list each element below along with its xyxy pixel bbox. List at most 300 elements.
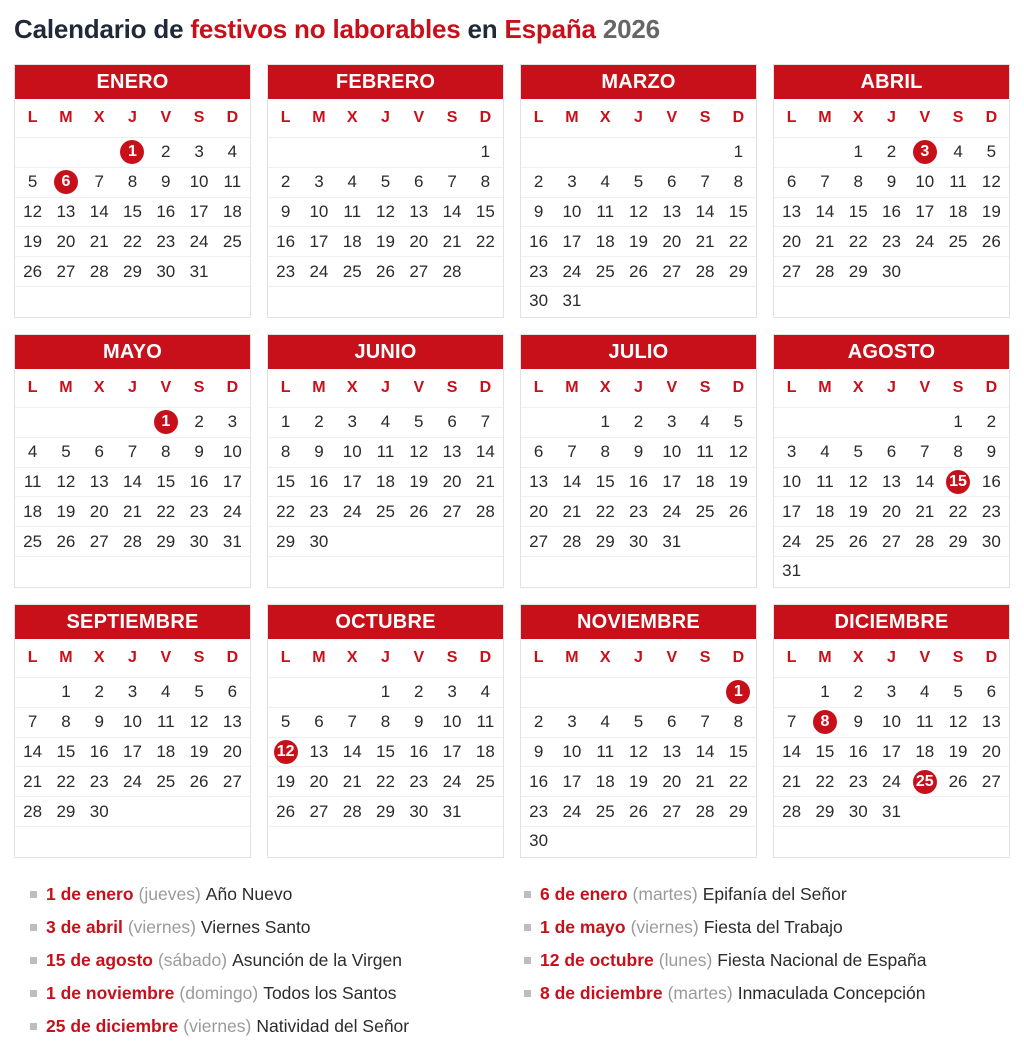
empty-day-cell bbox=[469, 287, 502, 316]
day-cell bbox=[269, 198, 302, 227]
day-number: 26 bbox=[629, 801, 648, 821]
day-number: 21 bbox=[342, 771, 362, 791]
day-number: 13 bbox=[662, 741, 682, 761]
empty-day-cell bbox=[908, 287, 941, 316]
day-cell bbox=[435, 227, 468, 256]
empty-day-cell bbox=[402, 557, 435, 586]
day-number: 25 bbox=[913, 770, 937, 794]
day-cell bbox=[16, 257, 49, 286]
week-row bbox=[521, 526, 756, 556]
legend-date: 15 de agosto bbox=[46, 950, 153, 970]
weekday-label: M bbox=[565, 649, 579, 666]
week-row bbox=[15, 437, 250, 467]
day-cell bbox=[622, 527, 655, 556]
day-cell bbox=[975, 708, 1008, 737]
day-number: 31 bbox=[782, 561, 802, 581]
day-number: 29 bbox=[948, 531, 968, 551]
weekday-label: V bbox=[666, 649, 678, 666]
day-number: 3 bbox=[227, 412, 238, 432]
day-cell bbox=[269, 468, 302, 497]
day-cell bbox=[908, 738, 941, 767]
legend-holiday-name: Fiesta del Trabajo bbox=[703, 917, 843, 937]
day-number: 12 bbox=[56, 471, 76, 491]
legend-weekday: (martes) bbox=[667, 983, 733, 1003]
weekday-label: X bbox=[852, 649, 864, 666]
day-cell bbox=[555, 708, 588, 737]
empty-day-cell bbox=[182, 827, 215, 856]
day-cell bbox=[302, 708, 335, 737]
empty-day-cell bbox=[16, 138, 49, 167]
day-cell bbox=[83, 527, 116, 556]
day-number: 6 bbox=[314, 712, 324, 732]
day-number: 12 bbox=[23, 201, 43, 221]
day-number: 1 bbox=[726, 680, 750, 704]
day-number: 23 bbox=[529, 261, 549, 281]
day-cell bbox=[49, 497, 82, 526]
weekday-label: D bbox=[985, 109, 998, 126]
empty-day-cell bbox=[49, 557, 82, 586]
empty-day-cell bbox=[908, 827, 941, 856]
week-row bbox=[15, 826, 250, 856]
day-number: 14 bbox=[475, 442, 495, 462]
day-cell bbox=[555, 797, 588, 826]
weekday-label: X bbox=[346, 649, 358, 666]
day-number: 18 bbox=[376, 471, 395, 491]
day-cell bbox=[589, 708, 622, 737]
day-cell bbox=[842, 797, 875, 826]
day-number: 2 bbox=[280, 172, 291, 192]
day-cell bbox=[875, 527, 908, 556]
day-cell bbox=[149, 678, 182, 707]
week-row bbox=[15, 286, 250, 316]
day-number: 11 bbox=[156, 712, 175, 732]
weekday-label: L bbox=[280, 109, 291, 126]
empty-day-cell bbox=[842, 287, 875, 316]
week-row bbox=[521, 737, 756, 767]
empty-day-cell bbox=[269, 678, 302, 707]
empty-day-cell bbox=[336, 287, 369, 316]
day-cell bbox=[49, 527, 82, 556]
day-cell bbox=[469, 438, 502, 467]
day-cell bbox=[435, 708, 468, 737]
week-row bbox=[268, 467, 503, 497]
day-cell bbox=[369, 438, 402, 467]
day-cell bbox=[688, 767, 721, 796]
day-number: 24 bbox=[342, 501, 362, 521]
empty-day-cell bbox=[149, 797, 182, 826]
day-number: 29 bbox=[123, 261, 142, 281]
day-number: 23 bbox=[276, 261, 296, 281]
legend-holiday-name: Viernes Santo bbox=[200, 917, 311, 937]
day-cell bbox=[302, 227, 335, 256]
day-cell bbox=[722, 138, 755, 167]
day-cell bbox=[775, 497, 808, 526]
empty-day-cell bbox=[775, 678, 808, 707]
day-number: 1 bbox=[820, 682, 830, 702]
day-cell bbox=[522, 468, 555, 497]
day-cell bbox=[808, 257, 841, 286]
empty-day-cell bbox=[555, 678, 588, 707]
weekday-label: D bbox=[732, 109, 745, 126]
day-number: 2 bbox=[161, 142, 171, 162]
day-cell bbox=[775, 438, 808, 467]
day-number: 17 bbox=[562, 231, 582, 251]
legend-item bbox=[30, 878, 524, 911]
day-cell bbox=[842, 708, 875, 737]
day-cell bbox=[808, 168, 841, 197]
week-row bbox=[774, 437, 1009, 467]
day-number: 21 bbox=[442, 231, 462, 251]
legend-weekday: (lunes) bbox=[658, 950, 713, 970]
day-cell bbox=[83, 198, 116, 227]
week-row bbox=[774, 137, 1009, 167]
week-row bbox=[521, 496, 756, 526]
month-calendar bbox=[520, 334, 757, 588]
day-cell bbox=[402, 738, 435, 767]
empty-day-cell bbox=[622, 287, 655, 316]
day-cell bbox=[369, 257, 402, 286]
day-cell bbox=[269, 797, 302, 826]
day-cell bbox=[655, 738, 688, 767]
day-number: 14 bbox=[782, 741, 802, 761]
title-part-3: en bbox=[467, 14, 498, 44]
day-number: 19 bbox=[629, 771, 648, 791]
day-number: 22 bbox=[815, 771, 835, 791]
empty-day-cell bbox=[775, 138, 808, 167]
day-number: 20 bbox=[442, 471, 462, 491]
day-number: 13 bbox=[882, 471, 901, 491]
empty-day-cell bbox=[688, 557, 721, 586]
day-number: 14 bbox=[695, 741, 715, 761]
day-number: 20 bbox=[409, 231, 429, 251]
empty-day-cell bbox=[941, 257, 974, 286]
day-number: 14 bbox=[815, 201, 835, 221]
weekday-label: L bbox=[27, 649, 38, 666]
day-number: 11 bbox=[596, 201, 615, 221]
day-cell bbox=[941, 497, 974, 526]
empty-day-cell bbox=[216, 257, 249, 286]
day-number: 12 bbox=[409, 442, 429, 462]
day-cell bbox=[975, 198, 1008, 227]
weekday-label: M bbox=[565, 379, 579, 396]
week-row bbox=[15, 496, 250, 526]
week-row bbox=[774, 766, 1009, 796]
empty-day-cell bbox=[622, 678, 655, 707]
weekday-header-row bbox=[774, 99, 1009, 137]
day-number: 23 bbox=[981, 501, 1001, 521]
square-bullet-icon bbox=[524, 891, 531, 898]
day-cell bbox=[842, 257, 875, 286]
week-row bbox=[268, 407, 503, 437]
day-cell bbox=[808, 797, 841, 826]
weekday-label: S bbox=[193, 109, 205, 126]
week-row bbox=[268, 766, 503, 796]
day-number: 15 bbox=[815, 741, 835, 761]
day-number: 8 bbox=[161, 442, 171, 462]
day-cell bbox=[49, 257, 82, 286]
day-number: 13 bbox=[662, 201, 682, 221]
day-number: 10 bbox=[442, 712, 462, 732]
day-number: 15 bbox=[123, 201, 142, 221]
month-name: JUNIO bbox=[268, 335, 503, 369]
day-cell bbox=[116, 227, 149, 256]
day-cell bbox=[369, 198, 402, 227]
empty-day-cell bbox=[469, 797, 502, 826]
day-number: 21 bbox=[89, 231, 109, 251]
weekday-label: J bbox=[887, 379, 896, 396]
day-number: 16 bbox=[309, 471, 329, 491]
weekday-label: D bbox=[226, 379, 239, 396]
day-cell bbox=[808, 198, 841, 227]
holiday-legend bbox=[30, 878, 984, 1043]
day-cell bbox=[469, 138, 502, 167]
week-row bbox=[774, 197, 1009, 227]
day-number: 2 bbox=[194, 412, 204, 432]
day-cell bbox=[435, 497, 468, 526]
day-cell bbox=[555, 468, 588, 497]
day-cell bbox=[655, 168, 688, 197]
day-cell bbox=[182, 198, 215, 227]
day-number: 6 bbox=[667, 712, 677, 732]
day-cell bbox=[149, 527, 182, 556]
empty-day-cell bbox=[589, 287, 622, 316]
week-row bbox=[15, 526, 250, 556]
day-number: 27 bbox=[409, 261, 429, 281]
weekday-label: D bbox=[985, 649, 998, 666]
day-cell bbox=[941, 678, 974, 707]
day-number: 11 bbox=[696, 442, 714, 462]
title-part-1: Calendario de bbox=[14, 14, 184, 44]
day-number: 26 bbox=[409, 501, 429, 521]
day-number: 13 bbox=[529, 471, 549, 491]
weekday-label: S bbox=[699, 109, 711, 126]
day-cell bbox=[975, 527, 1008, 556]
day-cell bbox=[369, 168, 402, 197]
day-number: 23 bbox=[848, 771, 868, 791]
day-cell bbox=[402, 227, 435, 256]
day-cell bbox=[216, 767, 249, 796]
day-number: 19 bbox=[848, 501, 868, 521]
day-cell bbox=[875, 438, 908, 467]
day-number: 23 bbox=[409, 771, 429, 791]
day-cell bbox=[875, 678, 908, 707]
weekday-label: L bbox=[27, 379, 38, 396]
day-number: 18 bbox=[23, 501, 43, 521]
weekday-label: L bbox=[280, 649, 291, 666]
month-name: DICIEMBRE bbox=[774, 605, 1009, 639]
day-number: 17 bbox=[562, 771, 582, 791]
legend-date: 6 de enero bbox=[540, 884, 628, 904]
day-number: 1 bbox=[733, 142, 744, 162]
day-number: 2 bbox=[533, 712, 544, 732]
weekday-header-row bbox=[521, 369, 756, 407]
day-number: 6 bbox=[786, 172, 797, 192]
day-number: 28 bbox=[815, 261, 835, 281]
day-cell bbox=[469, 767, 502, 796]
day-cell bbox=[975, 767, 1008, 796]
weekday-label: L bbox=[280, 379, 291, 396]
day-number: 26 bbox=[728, 501, 748, 521]
day-number: 20 bbox=[782, 231, 802, 251]
day-cell bbox=[402, 468, 435, 497]
day-number: 29 bbox=[815, 801, 835, 821]
day-cell bbox=[622, 468, 655, 497]
day-number: 30 bbox=[189, 531, 209, 551]
day-number: 1 bbox=[853, 142, 863, 162]
day-cell bbox=[402, 257, 435, 286]
day-number: 1 bbox=[380, 682, 391, 702]
day-number: 24 bbox=[189, 231, 209, 251]
empty-day-cell bbox=[775, 408, 808, 437]
day-cell bbox=[216, 497, 249, 526]
day-cell bbox=[116, 708, 149, 737]
legend-weekday: (viernes) bbox=[183, 1016, 252, 1036]
weekday-header-row bbox=[521, 99, 756, 137]
holiday-day bbox=[149, 408, 182, 437]
day-number: 20 bbox=[981, 741, 1001, 761]
day-number: 9 bbox=[314, 442, 324, 462]
day-cell bbox=[435, 738, 468, 767]
month-calendar bbox=[773, 64, 1010, 318]
holiday-day bbox=[49, 168, 82, 197]
day-number: 11 bbox=[816, 471, 834, 491]
day-number: 5 bbox=[194, 682, 204, 702]
day-cell bbox=[336, 198, 369, 227]
day-number: 24 bbox=[882, 771, 901, 791]
day-number: 6 bbox=[54, 170, 78, 194]
day-number: 20 bbox=[89, 501, 109, 521]
empty-day-cell bbox=[116, 797, 149, 826]
day-cell bbox=[369, 767, 402, 796]
day-number: 27 bbox=[309, 801, 329, 821]
day-number: 7 bbox=[700, 712, 710, 732]
month-name: ENERO bbox=[15, 65, 250, 99]
day-number: 23 bbox=[156, 231, 176, 251]
weekday-label: D bbox=[226, 649, 239, 666]
day-cell bbox=[875, 708, 908, 737]
day-cell bbox=[908, 438, 941, 467]
day-cell bbox=[469, 708, 502, 737]
day-cell bbox=[49, 708, 82, 737]
day-number: 4 bbox=[700, 412, 710, 432]
day-number: 26 bbox=[56, 531, 76, 551]
day-cell bbox=[469, 408, 502, 437]
day-cell bbox=[522, 257, 555, 286]
day-number: 18 bbox=[595, 771, 615, 791]
week-row bbox=[15, 556, 250, 586]
week-row bbox=[268, 737, 503, 767]
day-cell bbox=[775, 738, 808, 767]
day-number: 15 bbox=[595, 471, 615, 491]
month-name: OCTUBRE bbox=[268, 605, 503, 639]
day-cell bbox=[435, 767, 468, 796]
week-row bbox=[15, 167, 250, 197]
day-cell bbox=[302, 168, 335, 197]
day-cell bbox=[83, 708, 116, 737]
day-number: 2 bbox=[886, 142, 897, 162]
day-cell bbox=[336, 738, 369, 767]
day-number: 5 bbox=[633, 712, 644, 732]
empty-day-cell bbox=[49, 408, 82, 437]
empty-day-cell bbox=[722, 557, 755, 586]
day-number: 5 bbox=[853, 442, 863, 462]
day-number: 26 bbox=[189, 771, 209, 791]
day-number: 27 bbox=[981, 771, 1001, 791]
day-cell bbox=[216, 468, 249, 497]
day-number: 31 bbox=[562, 291, 582, 311]
empty-day-cell bbox=[116, 557, 149, 586]
day-number: 16 bbox=[189, 471, 209, 491]
day-cell bbox=[116, 168, 149, 197]
day-cell bbox=[589, 767, 622, 796]
day-number: 24 bbox=[662, 501, 682, 521]
square-bullet-icon bbox=[524, 924, 531, 931]
empty-day-cell bbox=[83, 287, 116, 316]
day-number: 16 bbox=[276, 231, 296, 251]
day-number: 2 bbox=[414, 682, 424, 702]
day-number: 12 bbox=[728, 442, 748, 462]
day-cell bbox=[302, 527, 335, 556]
day-number: 5 bbox=[953, 682, 963, 702]
empty-day-cell bbox=[49, 827, 82, 856]
day-number: 7 bbox=[480, 412, 491, 432]
day-number: 9 bbox=[280, 201, 291, 221]
weekday-label: M bbox=[59, 109, 73, 126]
day-number: 10 bbox=[123, 712, 142, 732]
day-number: 19 bbox=[981, 201, 1001, 221]
day-cell bbox=[941, 527, 974, 556]
day-number: 16 bbox=[981, 471, 1001, 491]
holiday-day bbox=[908, 767, 941, 796]
weekday-label: S bbox=[446, 379, 458, 396]
day-number: 10 bbox=[342, 442, 362, 462]
empty-day-cell bbox=[842, 408, 875, 437]
week-row bbox=[774, 796, 1009, 826]
day-number: 7 bbox=[94, 172, 104, 192]
empty-day-cell bbox=[49, 287, 82, 316]
holiday-day bbox=[941, 468, 974, 497]
day-cell bbox=[722, 738, 755, 767]
legend-weekday: (viernes) bbox=[127, 917, 196, 937]
day-number: 11 bbox=[23, 471, 42, 491]
day-number: 16 bbox=[409, 741, 429, 761]
day-number: 20 bbox=[56, 231, 76, 251]
day-cell bbox=[149, 257, 182, 286]
empty-day-cell bbox=[555, 408, 588, 437]
day-number: 4 bbox=[27, 442, 38, 462]
week-row bbox=[521, 677, 756, 707]
day-cell bbox=[555, 257, 588, 286]
square-bullet-icon bbox=[30, 990, 37, 997]
day-number: 19 bbox=[948, 741, 968, 761]
empty-day-cell bbox=[722, 527, 755, 556]
day-cell bbox=[655, 797, 688, 826]
day-cell bbox=[435, 257, 468, 286]
week-row bbox=[521, 707, 756, 737]
day-cell bbox=[336, 497, 369, 526]
weekday-header-row bbox=[521, 639, 756, 677]
day-cell bbox=[83, 468, 116, 497]
month-calendar bbox=[520, 64, 757, 318]
day-cell bbox=[16, 438, 49, 467]
day-number: 13 bbox=[222, 712, 242, 732]
day-number: 10 bbox=[882, 712, 901, 732]
week-row bbox=[521, 796, 756, 826]
day-number: 31 bbox=[222, 531, 242, 551]
day-number: 11 bbox=[476, 712, 495, 732]
day-number: 20 bbox=[882, 501, 901, 521]
empty-day-cell bbox=[908, 557, 941, 586]
